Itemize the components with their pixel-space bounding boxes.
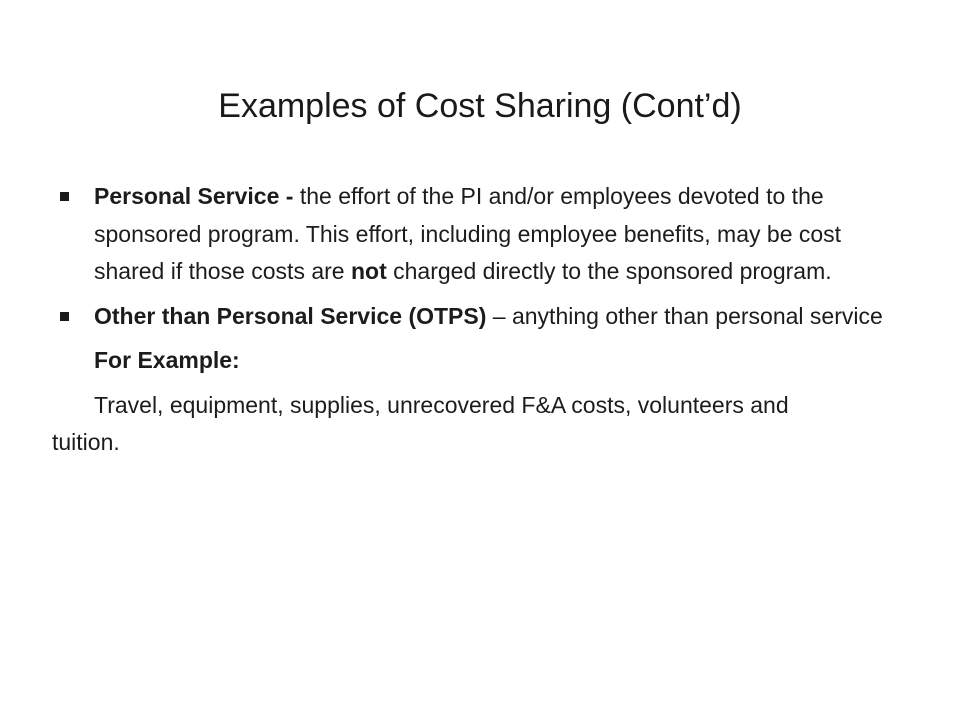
example-text: Travel, equipment, supplies, unrecovered F&A costs, volunteers and tuition. bbox=[52, 391, 789, 455]
slide-content bbox=[52, 178, 902, 462]
square-bullet-icon bbox=[60, 192, 69, 201]
bullet-text: – anything other than personal service bbox=[486, 302, 883, 329]
bullet-label: Personal Service - bbox=[94, 183, 294, 209]
bullet-text-end: charged directly to the sponsored program. bbox=[386, 258, 832, 284]
bullet-personal-service bbox=[52, 178, 902, 291]
example-heading-text: For Example: bbox=[94, 347, 240, 373]
slide-title: Examples of Cost Sharing (Cont’d) bbox=[218, 87, 742, 125]
bullet-text: the effort of the PI and/or employees devoted to the sponsored program. This effort, including employee benefits, may be cost shared if those costs are bbox=[94, 183, 842, 284]
square-bullet-icon bbox=[60, 312, 69, 321]
bullet-emphasis: not bbox=[350, 258, 387, 284]
bullet-label: Other than Personal Service (OTPS) bbox=[94, 302, 487, 329]
bullet-otps bbox=[52, 298, 902, 336]
example-heading bbox=[52, 342, 902, 380]
